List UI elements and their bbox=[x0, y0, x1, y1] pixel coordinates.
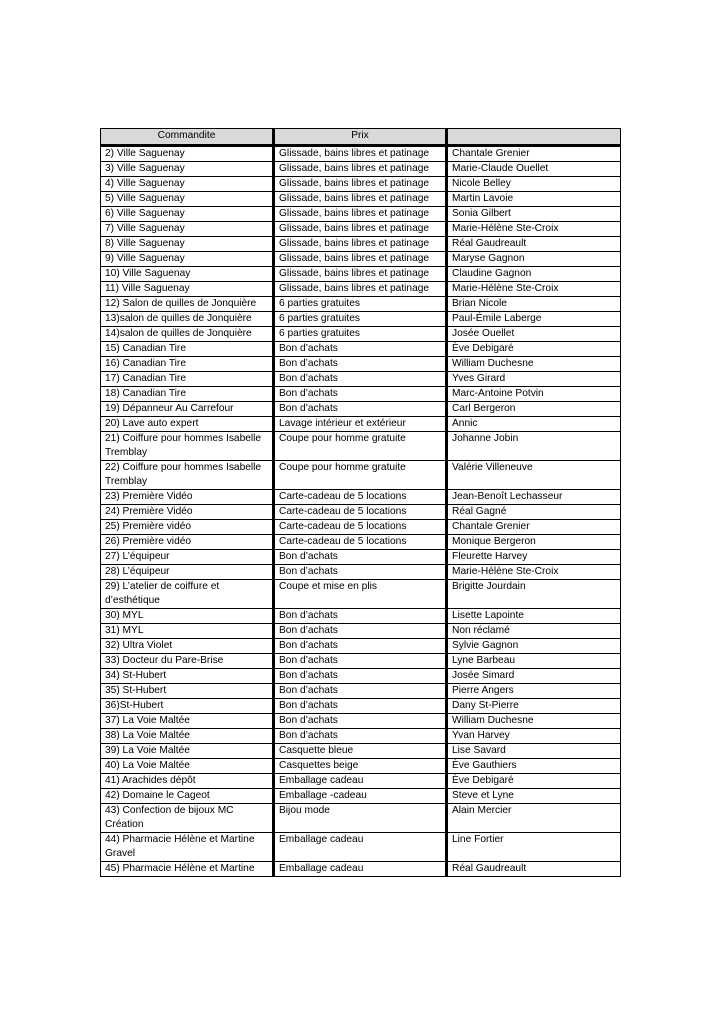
cell-commandite: 24) Première Vidéo bbox=[101, 505, 274, 520]
cell-commandite: 14)salon de quilles de Jonquière bbox=[101, 327, 274, 342]
cell-prix: Carte-cadeau de 5 locations bbox=[274, 490, 447, 505]
table-header-row bbox=[101, 129, 621, 146]
cell-prix: 6 parties gratuites bbox=[274, 312, 447, 327]
cell-gagnant: Ève Debigaré bbox=[447, 774, 621, 789]
cell-commandite: 11) Ville Saguenay bbox=[101, 282, 274, 297]
table-row bbox=[101, 535, 621, 550]
cell-prix: Lavage intérieur et extérieur bbox=[274, 417, 447, 432]
cell-prix: Glissade, bains libres et patinage bbox=[274, 237, 447, 252]
cell-prix: 6 parties gratuites bbox=[274, 327, 447, 342]
table-row bbox=[101, 387, 621, 402]
cell-prix: Bon d’achats bbox=[274, 669, 447, 684]
cell-gagnant: Sonia Gilbert bbox=[447, 207, 621, 222]
cell-commandite: 18) Canadian Tire bbox=[101, 387, 274, 402]
table-row bbox=[101, 774, 621, 789]
cell-commandite: 4) Ville Saguenay bbox=[101, 177, 274, 192]
cell-prix: Glissade, bains libres et patinage bbox=[274, 177, 447, 192]
table-row bbox=[101, 654, 621, 669]
cell-prix: Emballage cadeau bbox=[274, 833, 447, 862]
cell-commandite: 38) La Voie Maltée bbox=[101, 729, 274, 744]
cell-commandite: 2) Ville Saguenay bbox=[101, 146, 274, 162]
table-row bbox=[101, 402, 621, 417]
cell-commandite: 10) Ville Saguenay bbox=[101, 267, 274, 282]
table-row bbox=[101, 432, 621, 461]
table-row bbox=[101, 461, 621, 490]
cell-gagnant: Line Fortier bbox=[447, 833, 621, 862]
cell-gagnant: Josée Simard bbox=[447, 669, 621, 684]
cell-prix: Carte-cadeau de 5 locations bbox=[274, 535, 447, 550]
prize-table bbox=[100, 128, 621, 877]
cell-prix: Bon d’achats bbox=[274, 550, 447, 565]
cell-gagnant: Marie-Hélène Ste-Croix bbox=[447, 565, 621, 580]
cell-commandite: 37) La Voie Maltée bbox=[101, 714, 274, 729]
cell-prix: Coupe et mise en plis bbox=[274, 580, 447, 609]
table-row bbox=[101, 565, 621, 580]
cell-prix: Glissade, bains libres et patinage bbox=[274, 282, 447, 297]
cell-prix: Carte-cadeau de 5 locations bbox=[274, 505, 447, 520]
table-row bbox=[101, 639, 621, 654]
cell-commandite: 6) Ville Saguenay bbox=[101, 207, 274, 222]
table-row bbox=[101, 312, 621, 327]
table-row bbox=[101, 192, 621, 207]
cell-gagnant: Réal Gagné bbox=[447, 505, 621, 520]
cell-commandite: 13)salon de quilles de Jonquière bbox=[101, 312, 274, 327]
table-row bbox=[101, 505, 621, 520]
table-row bbox=[101, 207, 621, 222]
cell-prix: 6 parties gratuites bbox=[274, 297, 447, 312]
cell-gagnant: Marie-Claude Ouellet bbox=[447, 162, 621, 177]
cell-commandite: 44) Pharmacie Hélène et Martine Gravel bbox=[101, 833, 274, 862]
cell-prix: Glissade, bains libres et patinage bbox=[274, 146, 447, 162]
table-row bbox=[101, 252, 621, 267]
cell-gagnant: Brigitte Jourdain bbox=[447, 580, 621, 609]
table-row bbox=[101, 609, 621, 624]
cell-gagnant: Brian Nicole bbox=[447, 297, 621, 312]
table-row bbox=[101, 297, 621, 312]
cell-prix: Glissade, bains libres et patinage bbox=[274, 192, 447, 207]
cell-gagnant: Johanne Jobin bbox=[447, 432, 621, 461]
cell-gagnant: Claudine Gagnon bbox=[447, 267, 621, 282]
cell-commandite: 19) Dépanneur Au Carrefour bbox=[101, 402, 274, 417]
cell-commandite: 32) Ultra Violet bbox=[101, 639, 274, 654]
header-gagnant bbox=[447, 129, 621, 146]
table-row bbox=[101, 372, 621, 387]
cell-prix: Glissade, bains libres et patinage bbox=[274, 252, 447, 267]
cell-prix: Bijou mode bbox=[274, 804, 447, 833]
cell-prix: Bon d’achats bbox=[274, 684, 447, 699]
cell-prix: Glissade, bains libres et patinage bbox=[274, 162, 447, 177]
cell-prix: Bon d’achats bbox=[274, 699, 447, 714]
cell-prix: Bon d’achats bbox=[274, 624, 447, 639]
cell-gagnant: Monique Bergeron bbox=[447, 535, 621, 550]
table-row bbox=[101, 862, 621, 877]
cell-commandite: 22) Coiffure pour hommes Isabelle Tremblay bbox=[101, 461, 274, 490]
cell-commandite: 5) Ville Saguenay bbox=[101, 192, 274, 207]
cell-prix: Bon d’achats bbox=[274, 387, 447, 402]
cell-prix: Bon d’achats bbox=[274, 372, 447, 387]
cell-gagnant: Pierre Angers bbox=[447, 684, 621, 699]
cell-commandite: 16) Canadian Tire bbox=[101, 357, 274, 372]
cell-gagnant: William Duchesne bbox=[447, 714, 621, 729]
cell-gagnant: Martin Lavoie bbox=[447, 192, 621, 207]
table-row bbox=[101, 357, 621, 372]
cell-prix: Glissade, bains libres et patinage bbox=[274, 207, 447, 222]
cell-commandite: 39) La Voie Maltée bbox=[101, 744, 274, 759]
table-row bbox=[101, 550, 621, 565]
cell-gagnant: William Duchesne bbox=[447, 357, 621, 372]
cell-gagnant: Chantale Grenier bbox=[447, 520, 621, 535]
cell-commandite: 25) Première vidéo bbox=[101, 520, 274, 535]
cell-gagnant: Maryse Gagnon bbox=[447, 252, 621, 267]
cell-gagnant: Marie-Hélène Ste-Croix bbox=[447, 222, 621, 237]
header-prix: Prix bbox=[274, 129, 447, 146]
table-row bbox=[101, 267, 621, 282]
cell-gagnant: Nicole Belley bbox=[447, 177, 621, 192]
cell-prix: Bon d’achats bbox=[274, 654, 447, 669]
cell-gagnant: Chantale Grenier bbox=[447, 146, 621, 162]
cell-gagnant: Josée Ouellet bbox=[447, 327, 621, 342]
table-row bbox=[101, 580, 621, 609]
table-row bbox=[101, 759, 621, 774]
cell-gagnant: Valérie Villeneuve bbox=[447, 461, 621, 490]
cell-commandite: 29) L’atelier de coiffure et d’esthétique bbox=[101, 580, 274, 609]
table-row bbox=[101, 417, 621, 432]
cell-gagnant: Lise Savard bbox=[447, 744, 621, 759]
cell-gagnant: Marc-Antoine Potvin bbox=[447, 387, 621, 402]
table-row bbox=[101, 327, 621, 342]
cell-prix: Bon d’achats bbox=[274, 402, 447, 417]
cell-commandite: 3) Ville Saguenay bbox=[101, 162, 274, 177]
cell-prix: Bon d’achats bbox=[274, 342, 447, 357]
cell-gagnant: Lyne Barbeau bbox=[447, 654, 621, 669]
cell-commandite: 17) Canadian Tire bbox=[101, 372, 274, 387]
table-row bbox=[101, 729, 621, 744]
cell-gagnant: Lisette Lapointe bbox=[447, 609, 621, 624]
table-row bbox=[101, 237, 621, 252]
cell-commandite: 34) St-Hubert bbox=[101, 669, 274, 684]
cell-prix: Bon d’achats bbox=[274, 565, 447, 580]
cell-commandite: 30) MYL bbox=[101, 609, 274, 624]
cell-commandite: 28) L’équipeur bbox=[101, 565, 274, 580]
cell-gagnant: Paul-Émile Laberge bbox=[447, 312, 621, 327]
cell-commandite: 20) Lave auto expert bbox=[101, 417, 274, 432]
cell-gagnant: Annic bbox=[447, 417, 621, 432]
table-row bbox=[101, 222, 621, 237]
cell-commandite: 26) Première vidéo bbox=[101, 535, 274, 550]
table-row bbox=[101, 804, 621, 833]
cell-gagnant: Sylvie Gagnon bbox=[447, 639, 621, 654]
table-row bbox=[101, 146, 621, 162]
cell-gagnant: Carl Bergeron bbox=[447, 402, 621, 417]
cell-prix: Glissade, bains libres et patinage bbox=[274, 222, 447, 237]
cell-gagnant: Fleurette Harvey bbox=[447, 550, 621, 565]
cell-prix: Casquettes beige bbox=[274, 759, 447, 774]
cell-prix: Carte-cadeau de 5 locations bbox=[274, 520, 447, 535]
cell-prix: Emballage -cadeau bbox=[274, 789, 447, 804]
table-row bbox=[101, 789, 621, 804]
cell-commandite: 35) St-Hubert bbox=[101, 684, 274, 699]
table-row bbox=[101, 624, 621, 639]
cell-prix: Bon d’achats bbox=[274, 714, 447, 729]
cell-gagnant: Réal Gaudreault bbox=[447, 237, 621, 252]
cell-gagnant: Alain Mercier bbox=[447, 804, 621, 833]
cell-prix: Casquette bleue bbox=[274, 744, 447, 759]
cell-commandite: 23) Première Vidéo bbox=[101, 490, 274, 505]
cell-prix: Coupe pour homme gratuite bbox=[274, 432, 447, 461]
table-row bbox=[101, 699, 621, 714]
cell-commandite: 43) Confection de bijoux MC Création bbox=[101, 804, 274, 833]
table-row bbox=[101, 744, 621, 759]
table-body bbox=[101, 146, 621, 877]
cell-prix: Bon d’achats bbox=[274, 639, 447, 654]
table-row bbox=[101, 282, 621, 297]
cell-prix: Bon d’achats bbox=[274, 609, 447, 624]
cell-prix: Coupe pour homme gratuite bbox=[274, 461, 447, 490]
table-row bbox=[101, 833, 621, 862]
table-row bbox=[101, 177, 621, 192]
cell-commandite: 12) Salon de quilles de Jonquière bbox=[101, 297, 274, 312]
cell-gagnant: Dany St-Pierre bbox=[447, 699, 621, 714]
cell-commandite: 9) Ville Saguenay bbox=[101, 252, 274, 267]
cell-gagnant: Marie-Hélène Ste-Croix bbox=[447, 282, 621, 297]
header-commandite: Commandite bbox=[101, 129, 274, 146]
cell-commandite: 40) La Voie Maltée bbox=[101, 759, 274, 774]
cell-gagnant: Ève Gauthiers bbox=[447, 759, 621, 774]
table-row bbox=[101, 684, 621, 699]
cell-commandite: 8) Ville Saguenay bbox=[101, 237, 274, 252]
table-row bbox=[101, 714, 621, 729]
cell-commandite: 27) L’équipeur bbox=[101, 550, 274, 565]
table-row bbox=[101, 490, 621, 505]
cell-commandite: 41) Arachides dépôt bbox=[101, 774, 274, 789]
cell-commandite: 42) Domaine le Cageot bbox=[101, 789, 274, 804]
cell-gagnant: Yves Girard bbox=[447, 372, 621, 387]
cell-prix: Glissade, bains libres et patinage bbox=[274, 267, 447, 282]
cell-gagnant: Jean-Benoît Lechasseur bbox=[447, 490, 621, 505]
cell-commandite: 31) MYL bbox=[101, 624, 274, 639]
cell-gagnant: Non réclamé bbox=[447, 624, 621, 639]
table-row bbox=[101, 669, 621, 684]
cell-commandite: 15) Canadian Tire bbox=[101, 342, 274, 357]
cell-prix: Bon d’achats bbox=[274, 357, 447, 372]
cell-commandite: 21) Coiffure pour hommes Isabelle Tremblay bbox=[101, 432, 274, 461]
cell-gagnant: Steve et Lyne bbox=[447, 789, 621, 804]
cell-commandite: 7) Ville Saguenay bbox=[101, 222, 274, 237]
cell-prix: Emballage cadeau bbox=[274, 774, 447, 789]
cell-commandite: 36)St-Hubert bbox=[101, 699, 274, 714]
table-row bbox=[101, 162, 621, 177]
cell-gagnant: Yvan Harvey bbox=[447, 729, 621, 744]
table-row bbox=[101, 342, 621, 357]
table-row bbox=[101, 520, 621, 535]
cell-gagnant: Ève Debigaré bbox=[447, 342, 621, 357]
cell-commandite: 33) Docteur du Pare-Brise bbox=[101, 654, 274, 669]
cell-prix: Emballage cadeau bbox=[274, 862, 447, 877]
cell-gagnant: Réal Gaudreault bbox=[447, 862, 621, 877]
cell-commandite: 45) Pharmacie Hélène et Martine bbox=[101, 862, 274, 877]
cell-prix: Bon d’achats bbox=[274, 729, 447, 744]
